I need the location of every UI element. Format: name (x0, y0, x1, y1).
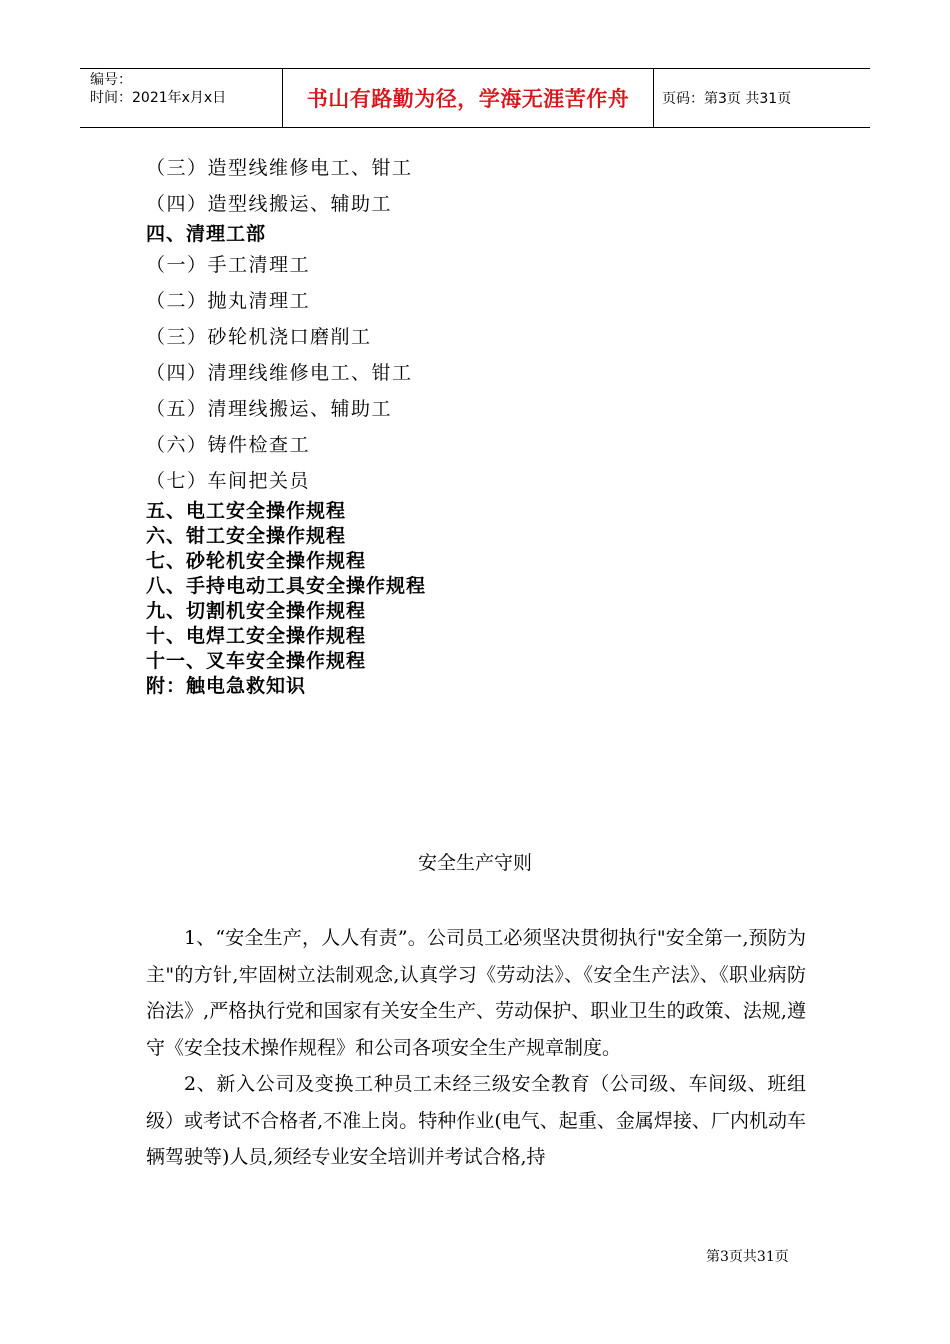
toc-subitem: （七）车间把关员 (146, 470, 311, 492)
toc-subitem: （四）造型线搬运、辅助工 (146, 193, 393, 215)
toc-section: 九、切割机安全操作规程 (146, 600, 367, 622)
toc-section: 十一、叉车安全操作规程 (146, 650, 367, 672)
paragraph: 2、新入公司及变换工种员工未经三级安全教育（公司级、车间级、班组级）或考试不合格者,不准上岗。特种作业(电气、起重、金属焊接、厂内机动车辆驾驶等)人员,须经专业安全培训并考试合格,持 (146, 1073, 806, 1168)
table-of-contents (146, 150, 846, 699)
toc-subitem: （三）造型线维修电工、钳工 (146, 157, 413, 179)
toc-section: 附：触电急救知识 (146, 675, 307, 697)
toc-subitem: （一）手工清理工 (146, 254, 311, 276)
toc-section: 十、电焊工安全操作规程 (146, 625, 367, 647)
header-number-label: 编号： (90, 72, 132, 88)
toc-section: 八、手持电动工具安全操作规程 (146, 575, 427, 597)
toc-section: 六、钳工安全操作规程 (146, 525, 347, 547)
header-meta (80, 69, 282, 127)
toc-subitem: （二）抛丸清理工 (146, 290, 311, 312)
section-title: 安全生产守则 (417, 852, 532, 874)
toc-section: 七、砂轮机安全操作规程 (146, 550, 367, 572)
toc-section: 五、电工安全操作规程 (146, 500, 347, 522)
header-motto: 书山有路勤为径，学海无涯苦作舟 (282, 69, 654, 127)
page-header (80, 68, 870, 128)
toc-subitem: （三）砂轮机浇口磨削工 (146, 326, 372, 348)
page-footer: 第3页共31页 (706, 1249, 789, 1265)
body-text (146, 920, 806, 1176)
toc-section: 四、清理工部 (146, 223, 267, 245)
header-time-label: 时间：2021年x月x日 (90, 90, 227, 106)
toc-subitem: （五）清理线搬运、辅助工 (146, 398, 393, 420)
toc-subitem: （六）铸件检查工 (146, 434, 311, 456)
paragraph: 1、“安全生产，人人有责”。公司员工必须坚决贯彻执行"安全第一,预防为主"的方针,牢固树立法制观念,认真学习《劳动法》、《安全生产法》、《职业病防治法》,严格执行党和国家有关安全生产、劳动保护、职业卫生的政策、法规,遵守《安全技术操作规程》和公司各项安全生产规章制度。 (146, 927, 806, 1059)
toc-subitem: （四）清理线维修电工、钳工 (146, 362, 413, 384)
header-page-info: 页码：第3页 共31页 (662, 91, 792, 107)
